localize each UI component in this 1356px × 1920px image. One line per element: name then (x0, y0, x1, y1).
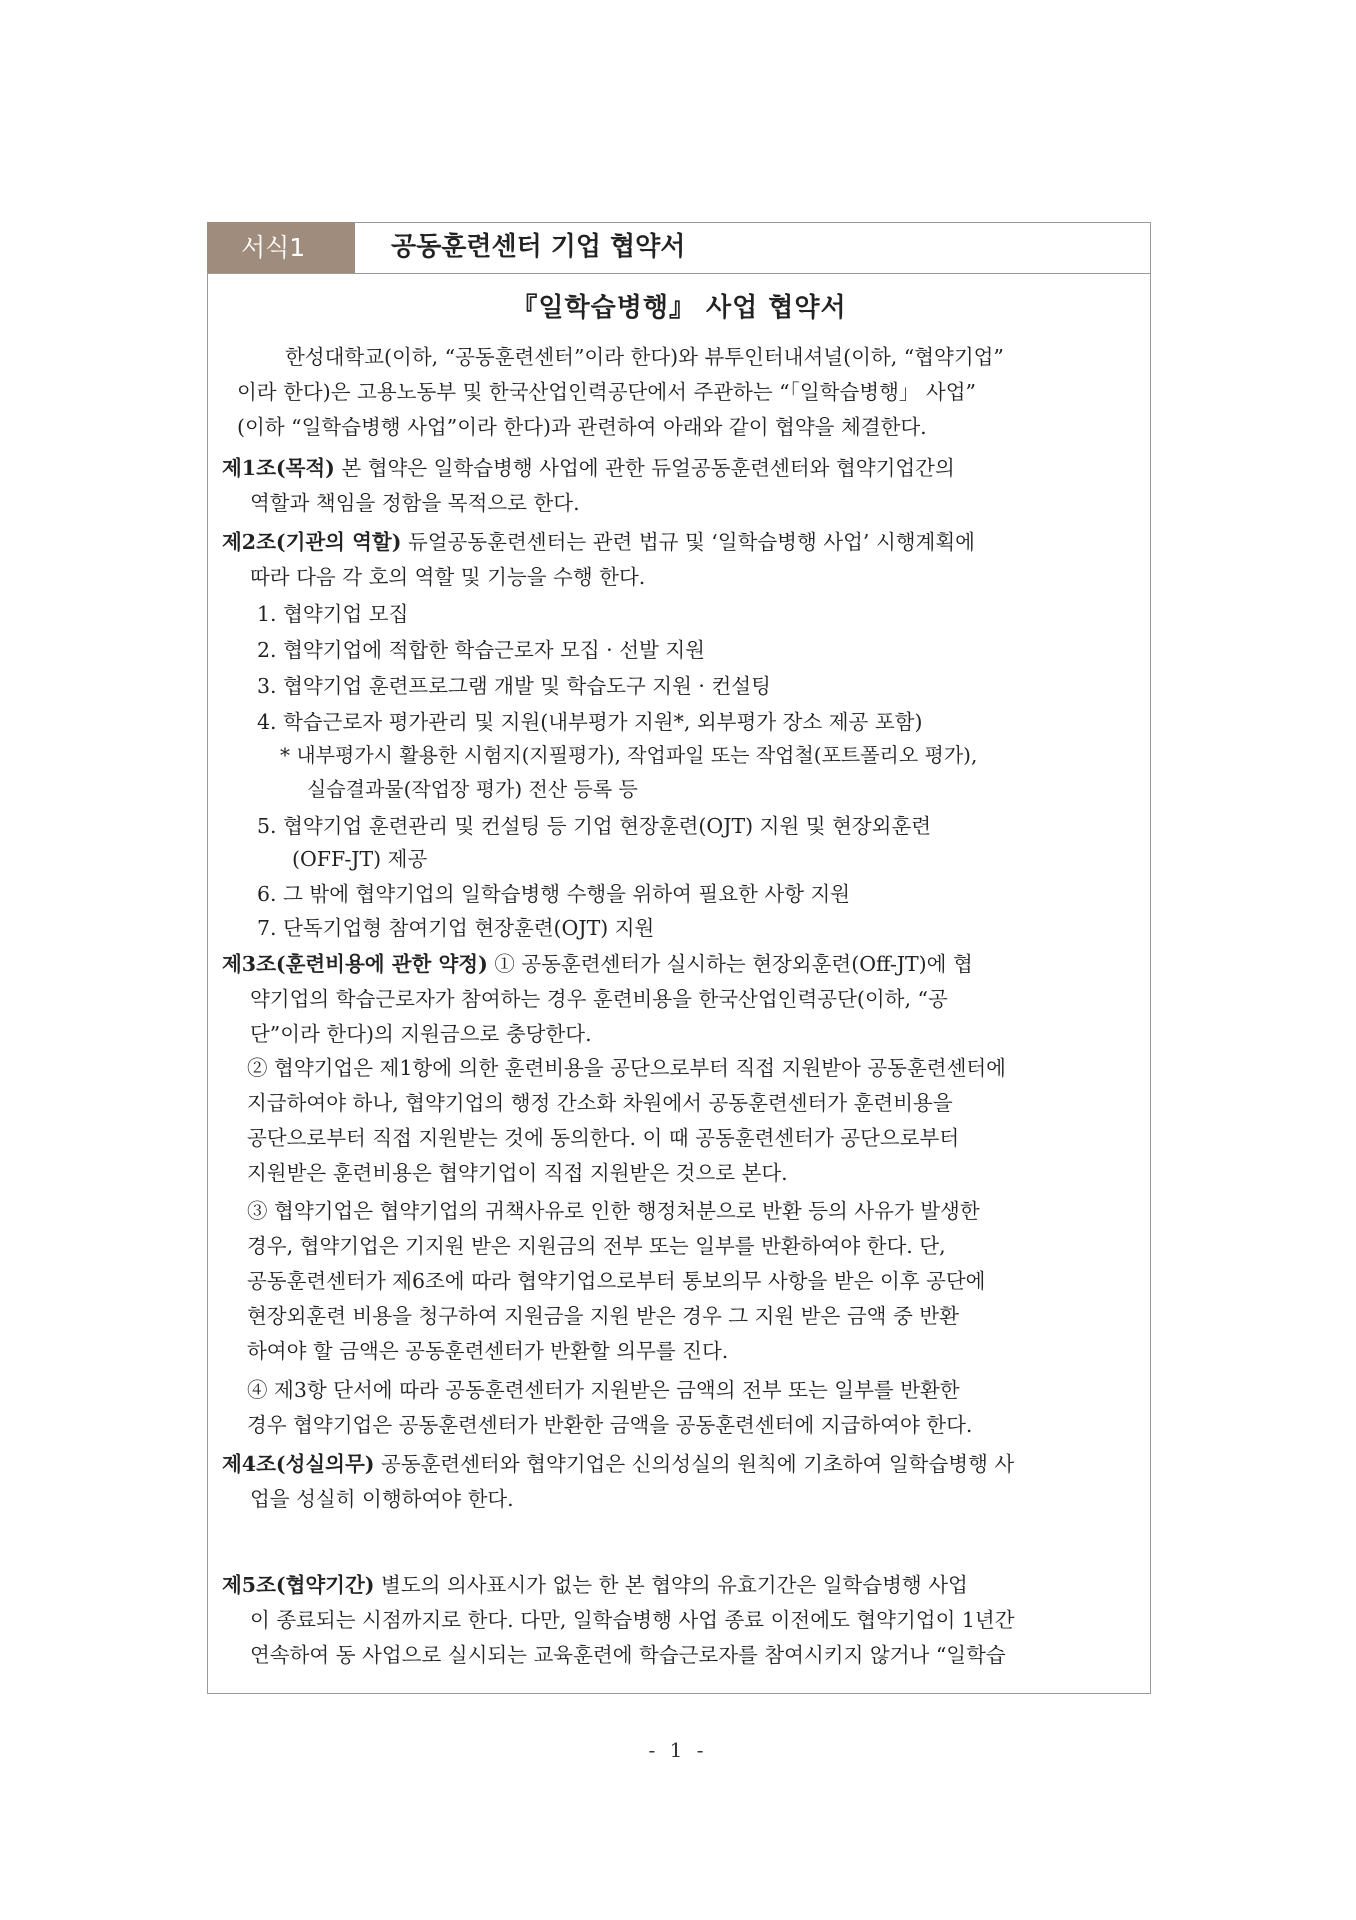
article-2-item: 4. 학습근로자 평가관리 및 지원(내부평가 지원*, 외부평가 장소 제공 포함) (257, 710, 923, 734)
intro-line: (이하 “일학습병행 사업”이라 한다)과 관련하여 아래와 같이 협약을 체결한다. (237, 415, 927, 439)
document-title: 『일학습병행』 사업 협약서 (511, 293, 847, 323)
article-3-title: 제3조(훈련비용에 관한 약정) (222, 952, 488, 976)
article-3-paragraph-2: ② 협약기업은 제1항에 의한 훈련비용을 공단으로부터 직접 지원받아 공동훈련센터에 지급하여야 하나, 협약기업의 행정 간소화 차원에서 공동훈련센터가 훈련비용을 공단으로부터 직접 지원받는 것에 동의한다. 이 때 공동훈련센터가 공단으로부터 지원받은 훈련비용은 협약기업이 직접 지원받은 것으로 본다. (247, 1056, 1006, 1185)
article-3-paragraph-3: ③ 협약기업은 협약기업의 귀책사유로 인한 행정처분으로 반환 등의 사유가 발생한 경우, 협약기업은 기지원 받은 지원금의 전부 또는 일부를 반환하여야 한다. 단, 공동훈련센터가 제6조에 따라 협약기업으로부터 통보의무 사항을 받은 이후 공단에 현장외훈련 비용을 청구하여 지원금을 지원 받은 경우 그 지원 받은 금액 중 반환 하여야 할 금액은 공동훈련센터가 반환할 의무를 진다. (247, 1199, 986, 1363)
article-2-item: (OFF-JT) 제공 (292, 847, 428, 871)
article-5-text: 연속하여 동 사업으로 실시되는 교육훈련에 학습근로자를 참여시키지 않거나 “일학습 (250, 1643, 1006, 1667)
page-number: - 1 - (648, 1738, 708, 1762)
article-2-text: 듀얼공동훈련센터는 관련 법규 및 ‘일학습병행 사업’ 시행계획에 (407, 530, 975, 554)
article-2-title: 제2조(기관의 역할) (222, 530, 402, 554)
article-1-text: 역할과 책임을 정함을 목적으로 한다. (250, 491, 580, 515)
article-5 (222, 1568, 1132, 1673)
article-2-item: 1. 협약기업 모집 (257, 602, 409, 626)
article-2-item: 7. 단독기업형 참여기업 현장훈련(OJT) 지원 (257, 916, 655, 940)
article-3 (222, 947, 1132, 1052)
intro-line: 이라 한다)은 고용노동부 및 한국산업인력공단에서 주관하는 “「일학습병행」 사업” (237, 380, 977, 404)
article-2-item: 5. 협약기업 훈련관리 및 컨설팅 등 기업 현장훈련(OJT) 지원 및 현장외훈련 (257, 814, 932, 838)
article-3-text: ① 공동훈련센터가 실시하는 현장외훈련(Off-JT)에 협 (494, 952, 973, 976)
article-4-text: 공동훈련센터와 협약기업은 신의성실의 원칙에 기초하여 일학습병행 사 (381, 1452, 1015, 1476)
article-5-title: 제5조(협약기간) (222, 1573, 375, 1597)
article-4 (222, 1447, 1132, 1517)
article-1 (222, 451, 1132, 521)
article-3-paragraph-4: ④ 제3항 단서에 따라 공동훈련센터가 지원받은 금액의 전부 또는 일부를 반환한 경우 협약기업은 공동훈련센터가 반환한 금액을 공동훈련센터에 지급하여야 한다. (247, 1378, 973, 1437)
intro-line: 한성대학교(이하, “공동훈련센터”이라 한다)와 뷰투인터내셔널(이하, “협약기업” (285, 345, 1004, 369)
article-2-item: 3. 협약기업 훈련프로그램 개발 및 학습도구 지원 · 컨설팅 (257, 674, 771, 698)
article-2-item: 6. 그 밖에 협약기업의 일학습병행 수행을 위하여 필요한 사항 지원 (257, 882, 851, 906)
article-2-note: 실습결과물(작업장 평가) 전산 등록 등 (307, 777, 638, 801)
form-header (207, 222, 1151, 274)
article-5-text: 별도의 의사표시가 없는 한 본 협약의 유효기간은 일학습병행 사업 (381, 1573, 968, 1597)
article-1-title: 제1조(목적) (222, 456, 335, 480)
article-1-text: 본 협약은 일학습병행 사업에 관한 듀얼공동훈련센터와 협약기업간의 (341, 456, 955, 480)
article-2-text: 따라 다음 각 호의 역할 및 기능을 수행 한다. (250, 565, 646, 589)
article-2-item: 2. 협약기업에 적합한 학습근로자 모집 · 선발 지원 (257, 638, 705, 662)
article-3-text: 단”이라 한다)의 지원금으로 충당한다. (250, 1022, 592, 1046)
article-4-text: 업을 성실히 이행하여야 한다. (250, 1487, 514, 1511)
article-3-text: 약기업의 학습근로자가 참여하는 경우 훈련비용을 한국산업인력공단(이하, “공 (250, 987, 948, 1011)
article-2-note: * 내부평가시 활용한 시험지(지필평가), 작업파일 또는 작업철(포트폴리오 평가), (280, 743, 978, 767)
article-5-text: 이 종료되는 시점까지로 한다. 다만, 일학습병행 사업 종료 이전에도 협약기업이 1년간 (250, 1608, 1015, 1632)
form-tag: 서식1 (207, 222, 355, 273)
form-header-title: 공동훈련센터 기업 협약서 (391, 232, 686, 262)
intro-paragraph (237, 340, 1125, 445)
article-4-title: 제4조(성실의무) (222, 1452, 375, 1476)
article-2 (222, 525, 1132, 595)
